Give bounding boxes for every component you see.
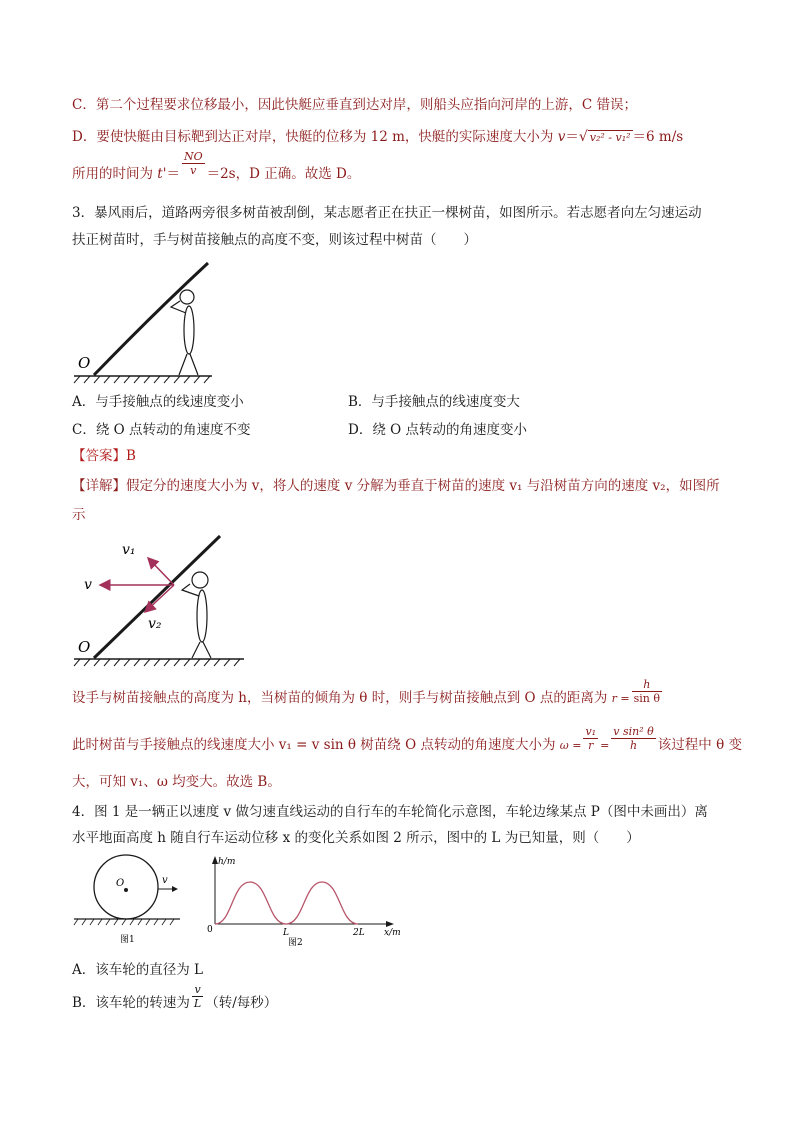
q3-answer: 【答案】B [72,448,136,464]
q4-figure1-wheel [72,852,184,950]
v1-label: v₁ [122,542,136,558]
q3-figure-tree-volunteer [72,255,242,385]
velocity-v2-arrow [145,585,174,612]
velocity-v1-arrow [148,558,174,585]
q3-option-a: A．与手接触点的线速度变小 [72,394,244,410]
q3-explanation-line1: 设手与树苗接触点的高度为 h，当树苗的倾角为 θ 时，则手与树苗接触点到 O 点的距离为 r = $\frac{h}{\text{sin θ}}$ [72,678,661,706]
height-curve [215,882,358,924]
q4-option-a: A．该车轮的直径为 L [72,962,204,978]
v2-label: v₂ [148,616,162,632]
volunteer-body-2 [197,590,207,642]
volunteer-head-2 [192,572,208,588]
wheel-velocity-label: v [162,875,168,886]
y-axis-label: h/m [218,857,236,867]
q3-explanation-line3: 大，可知 v₁、ω 均变大。故选 B。 [72,774,281,790]
figure1-caption: 图1 [120,935,135,945]
q3-option-c: C．绕 O 点转动的角速度不变 [72,422,251,438]
q3-stem-line2: 扶正树苗时，手与树苗接触点的高度不变，则该过程中树苗（ ） [72,232,477,248]
v-label: v [84,577,92,593]
q4-option-b: B．该车轮的转速为 $\frac{v}{L}$ （转/每秒） [72,983,278,1011]
q3-option-b: B．与手接触点的线速度变大 [348,394,520,410]
q4-stem-line2: 水平地面高度 h 随自行车运动位移 x 的变化关系如图 2 所示，图中的 L 为已知量，则（ ） [72,830,640,846]
q2-time-calculation: 所用的时间为 t'＝ $\frac{NO}{v}$ ＝2s，D 正确。故选 D。 [72,150,361,182]
q4-stem-line1: 4．图 1 是一辆正以速度 v 做匀速直线运动的自行车的车轮简化示意图，车轮边缘某点 P（图中未画出）离 [72,804,708,820]
rotation-fraction: $\frac{v}{L}$ [193,983,202,1010]
origin-label: 0 [207,925,213,935]
tick-L: L [283,928,289,938]
q4-figure2-height-graph [202,852,407,950]
q2-option-d-explanation: D．要使快艇由目标靶到达正对岸，快艇的位移为 12 m，快艇的实际速度大小为 v＝√ v₂² - v₁² ＝6 m/s [72,129,684,145]
x-axis-label: x/m [384,928,401,938]
pivot-label-o: O [78,354,91,372]
omega-fraction-2: $\frac{\text{v sin² θ}}{h}$ [613,725,654,752]
omega-fraction-1: $\frac{\text{v₁}}{r}$ [585,725,597,752]
q3-detail-line2: 示 [72,507,86,523]
tick-2L: 2L [353,928,365,938]
q2-option-c-explanation: C．第二个过程要求位移最小，因此快艇应垂直到达对岸，则船头应指向河岸的上游，C 错误； [72,97,637,113]
wheel-center-label: O [116,878,125,889]
q3-stem-line1: 3．暴风雨后，道路两旁很多树苗被刮倒，某志愿者正在扶正一棵树苗，如图所示。若志愿者向左匀速运动 [72,205,702,221]
q3-option-d: D．绕 O 点转动的角速度变小 [348,422,527,438]
q3-detail-line1: 【详解】假定分的速度大小为 v，将人的速度 v 分解为垂直于树苗的速度 v₁ 与沿树苗方向的速度 v₂，如图所 [72,478,720,494]
volunteer-head [180,290,194,304]
time-fraction: $\frac{NO}{v}$ [183,150,203,177]
q3-explanation-line2: 此时树苗与手接触点的线速度大小 v₁ = v sin θ 树苗绕 O 点转动的角速度大小为 ω = $\frac{\text{v₁}}{r}$ = $\frac{\text{v sin² θ}}{h}$ 该过程中 θ 变 [72,725,742,753]
r-fraction: $\frac{h}{\text{sin θ}}$ [633,678,661,705]
wheel-circle [94,855,158,919]
q3-figure-velocity-decomposition [72,532,252,667]
pivot-label-o-2: O [78,638,91,656]
figure2-caption: 图2 [288,938,303,948]
